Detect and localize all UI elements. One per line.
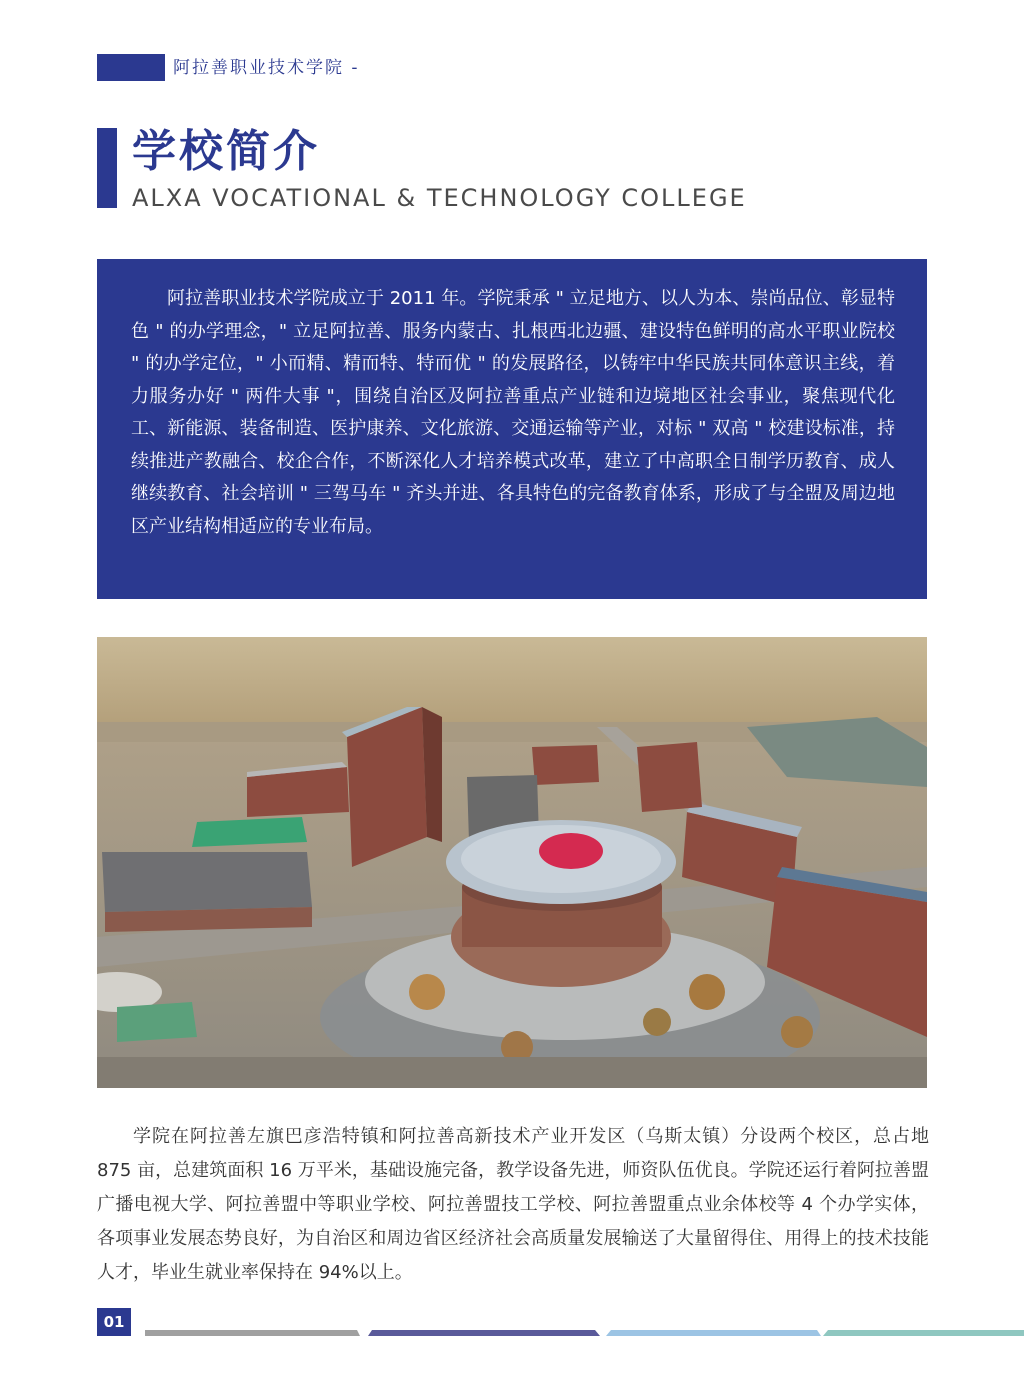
page-title: 学校简介 (132, 126, 320, 177)
page-number: 01 (97, 1308, 131, 1336)
title-accent-bar (97, 128, 117, 208)
running-title: 阿拉善职业技术学院 - (173, 58, 360, 78)
body-paragraph: 学院在阿拉善左旗巴彦浩特镇和阿拉善高新技术产业开发区（乌斯太镇）分设两个校区，总占地 875 亩，总建筑面积 16 万平米，基础设施完备，教学设备先进，师资队伍优良。学院还运行着阿拉善盟广播电视大学、阿拉善盟中等职业学校、阿拉善盟技工学校、阿拉善盟重点业余体校等 4 个办学实体，各项事业发展态势良好，为自治区和周边省区经济社会高质量发展输送了大量留得住、用得上的技术技能人才，毕业生就业率保持在 94%以上。 (97, 1126, 929, 1283)
intro-box (97, 259, 927, 599)
campus-aerial-photo (97, 637, 927, 1088)
intro-paragraph: 阿拉善职业技术学院成立于 2011 年。学院秉承 " 立足地方、以人为本、崇尚品位、彰显特色 " 的办学理念，" 立足阿拉善、服务内蒙古、扎根西北边疆、建设特色鲜明的高水平职业院校 " 的办学定位，" 小而精、精而特、特而优 " 的发展路径，以铸牢中华民族共同体意识主线，着力服务办好 " 两件大事 "，围绕自治区及阿拉善重点产业链和边境地区社会事业，聚焦现代化工、新能源、装备制造、医护康养、文化旅游、交通运输等产业，对标 " 双高 " 校建设标准，持续推进产教融合、校企合作，不断深化人才培养模式改革，建立了中高职全日制学历教育、成人继续教育、社会培训 " 三驾马车 " 齐头并进、各具特色的完备教育体系，形成了与全盟及周边地区产业结构相适应的专业布局。 (131, 288, 895, 537)
page-subtitle-en: ALXA VOCATIONAL & TECHNOLOGY COLLEGE (132, 184, 747, 212)
footer-decoration (145, 1330, 1024, 1336)
header-accent-bar (97, 54, 165, 81)
